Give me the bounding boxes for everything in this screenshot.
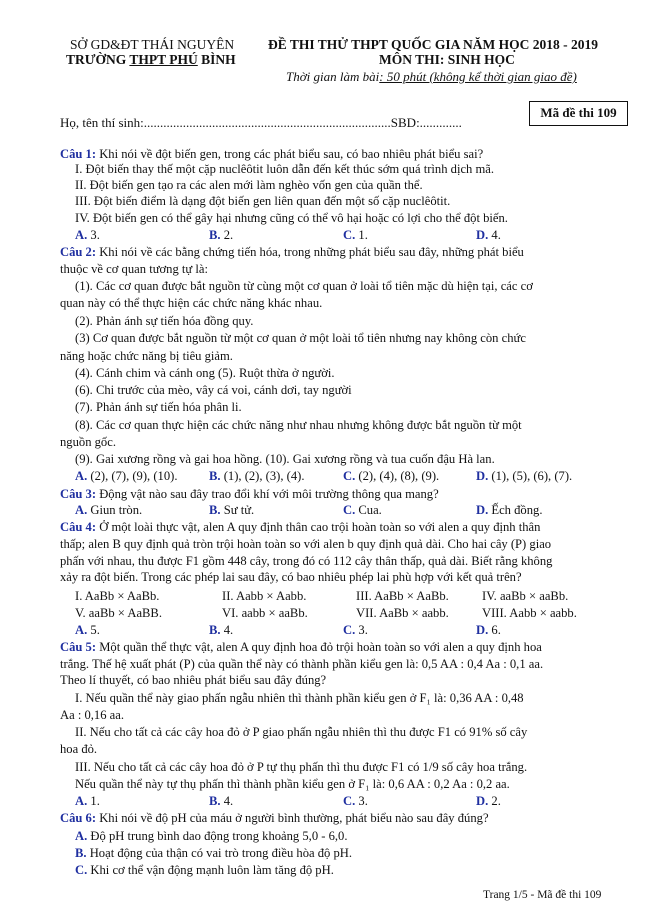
cross-item: VI. aabb × aaBb. <box>222 606 308 620</box>
answer-option: B. Sư tử. <box>209 503 255 517</box>
text-line: thuộc về cơ quan tương tự là: <box>60 262 208 276</box>
question-line: Câu 3: Động vật nào sau đây trao đổi khí với môi trường thông qua mang? <box>60 487 439 501</box>
option-letter: D. <box>476 623 489 637</box>
cross-item: V. aaBb × AaBB. <box>75 606 162 620</box>
subject-title: MÔN THI: SINH HỌC <box>379 52 515 67</box>
text-line: quan này có thể thực hiện các chức năng khác nhau. <box>60 296 323 310</box>
question-number: Câu 3: <box>60 487 97 501</box>
option-letter: B. <box>209 794 221 808</box>
text-line: nguồn gốc. <box>60 435 116 449</box>
text-line: (2). Phản ánh sự tiến hóa đồng quy. <box>75 314 254 328</box>
cross-item: VII. AaBb × aabb. <box>356 606 449 620</box>
option-letter: C. <box>75 863 88 877</box>
text-line: xảy ra đột biến. Trong các phép lai sau đây, có bao nhiêu phép lai phù hợp với kết quả trên? <box>60 570 522 584</box>
option-letter: C. <box>343 469 356 483</box>
candidate-name-line: Họ, tên thí sinh:............................................................................SBD:............. <box>60 115 462 130</box>
text-line: (7). Phản ánh sự tiến hóa phân li. <box>75 400 242 414</box>
question-number: Câu 5: <box>60 640 97 654</box>
text-line: trắng. Thế hệ xuất phát (P) của quần thể này có thành phần kiểu gen là: 0,5 AA : 0,4 Aa : 0,1 aa. <box>60 657 544 671</box>
question-number: Câu 1: <box>60 147 97 161</box>
text-line: IV. Đột biến gen có thể gây hại nhưng cũng có thể vô hại hoặc có lợi cho thể đột biến. <box>75 211 508 225</box>
answer-option: B. 4. <box>209 794 234 808</box>
answer-option: D. 2. <box>476 794 501 808</box>
text-line: năng hoặc chức năng bị tiêu giảm. <box>60 349 233 363</box>
text-line: phấn với nhau, thu được F1 gồm 448 cây, trong đó có 112 cây thân thấp, quả dài. Biết rằng không <box>60 554 553 568</box>
question-number: Câu 2: <box>60 245 97 259</box>
cross-item: II. Aabb × Aabb. <box>222 589 307 603</box>
answer-option: C. Cua. <box>343 503 382 517</box>
answer-option: C. (2), (4), (8), (9). <box>343 469 440 483</box>
text-line: Nếu quần thể này tự thụ phấn thì thành phần kiểu gen ở F₁ là: 0,6 AA : 0,2 Aa : 0,2 aa. <box>75 777 510 791</box>
option-letter: A. <box>75 623 88 637</box>
option-letter: B. <box>209 623 221 637</box>
answer-option: A. 1. <box>75 794 100 808</box>
question-line: Câu 5: Một quần thể thực vật, alen A quy định hoa đỏ trội hoàn toàn so với alen a quy định hoa <box>60 640 542 654</box>
question-number: Câu 4: <box>60 520 97 534</box>
exam-code-box: Mã đề thi 109 <box>529 101 628 126</box>
answer-option: D. Ếch đồng. <box>476 503 543 517</box>
answer-option: A. 3. <box>75 228 100 242</box>
option-letter: C. <box>343 228 356 242</box>
option-letter: B. <box>75 846 87 860</box>
answer-option: C. 3. <box>343 794 368 808</box>
answer-option: C. 3. <box>343 623 368 637</box>
text-line: II. Nếu cho tất cả các cây hoa đỏ ở P giao phấn ngẫu nhiên thì thu được F1 có 91% số cây <box>75 725 528 739</box>
text-line: (4). Cánh chim và cánh ong (5). Ruột thừa ở người. <box>75 366 335 380</box>
option-letter: B. <box>209 228 221 242</box>
answer-option: C. Khi cơ thể vận động mạnh luôn làm tăng độ pH. <box>75 863 334 877</box>
answer-option: D. 4. <box>476 228 501 242</box>
text-line: (8). Các cơ quan thực hiện các chức năng như nhau nhưng không được bắt nguồn từ một <box>75 418 522 432</box>
answer-option: B. (1), (2), (3), (4). <box>209 469 305 483</box>
option-letter: B. <box>209 469 221 483</box>
cross-item: III. AaBb × AaBb. <box>356 589 449 603</box>
exam-title: ĐỀ THI THỬ THPT QUỐC GIA NĂM HỌC 2018 - 2019 <box>268 37 599 52</box>
option-letter: B. <box>209 503 221 517</box>
answer-option: A. Độ pH trung bình dao động trong khoảng 5,0 - 6,0. <box>75 829 348 843</box>
answer-option: A. 5. <box>75 623 100 637</box>
option-letter: D. <box>476 228 489 242</box>
text-line: II. Đột biến gen tạo ra các alen mới làm nghèo vốn gen của quần thể. <box>75 178 423 192</box>
cross-item: VIII. Aabb × aabb. <box>482 606 577 620</box>
text-line: thấp; alen B quy định quả tròn trội hoàn toàn so với alen b quy định quả dài. Cho hai cây (P) giao <box>60 537 552 551</box>
question-line: Câu 1: Khi nói về đột biến gen, trong các phát biểu sau, có bao nhiêu phát biểu sai? <box>60 147 484 161</box>
answer-option: B. 4. <box>209 623 234 637</box>
question-number: Câu 6: <box>60 811 97 825</box>
text-line: (6). Chi trước của mèo, vây cá voi, cánh dơi, tay người <box>75 383 352 397</box>
option-letter: C. <box>343 623 356 637</box>
time-note: Thời gian làm bài: 50 phút (không kể thời gian giao đề) <box>286 69 577 84</box>
option-letter: C. <box>343 503 356 517</box>
text-line: (9). Gai xương rồng và gai hoa hồng. (10). Gai xương rồng và tua cuốn đậu Hà lan. <box>75 452 495 466</box>
answer-option: B. 2. <box>209 228 234 242</box>
text-line: III. Đột biến điểm là dạng đột biến gen liên quan đến một số cặp nuclêôtit. <box>75 194 451 208</box>
school-name: TRƯỜNG THPT PHÚ BÌNH <box>66 52 236 67</box>
text-line: (3) Cơ quan được bắt nguồn từ một cơ quan ở một loài tổ tiên nhưng nay không còn chức <box>75 331 526 345</box>
answer-option: D. (1), (5), (6), (7). <box>476 469 573 483</box>
option-letter: C. <box>343 794 356 808</box>
option-letter: A. <box>75 228 88 242</box>
answer-option: C. 1. <box>343 228 368 242</box>
text-line: hoa đỏ. <box>60 742 98 756</box>
question-line: Câu 4: Ở một loài thực vật, alen A quy định thân cao trội hoàn toàn so với alen a quy định thân <box>60 520 541 534</box>
cross-item: IV. aaBb × aaBb. <box>482 589 569 603</box>
option-letter: D. <box>476 794 489 808</box>
cross-item: I. AaBb × AaBb. <box>75 589 160 603</box>
department-name: SỞ GD&ĐT THÁI NGUYÊN <box>70 37 235 52</box>
text-line: I. Đột biến thay thế một cặp nuclêôtit luôn dẫn đến kết thúc sớm quá trình dịch mã. <box>75 162 495 176</box>
question-line: Câu 6: Khi nói về độ pH của máu ở người bình thường, phát biểu nào sau đây đúng? <box>60 811 489 825</box>
answer-option: A. Giun tròn. <box>75 503 143 517</box>
answer-option: D. 6. <box>476 623 501 637</box>
answer-option: A. (2), (7), (9), (10). <box>75 469 178 483</box>
option-letter: A. <box>75 469 88 483</box>
text-line: Theo lí thuyết, có bao nhiêu phát biểu sau đây đúng? <box>60 673 327 687</box>
text-line: (1). Các cơ quan được bắt nguồn từ cùng một cơ quan ở loài tổ tiên mặc dù hiện tại, các cơ <box>75 279 533 293</box>
option-letter: D. <box>476 469 489 483</box>
option-letter: A. <box>75 829 88 843</box>
option-letter: A. <box>75 503 88 517</box>
option-letter: A. <box>75 794 88 808</box>
answer-option: B. Hoạt động của thận có vai trò trong điều hòa độ pH. <box>75 846 353 860</box>
question-line: Câu 2: Khi nói về các bằng chứng tiến hóa, trong những phát biểu sau đây, những phát biểu <box>60 245 524 259</box>
text-line: I. Nếu quần thể này giao phấn ngẫu nhiên thì thành phần kiểu gen ở F₁ là: 0,36 AA : 0,48 <box>75 691 524 705</box>
page-footer: Trang 1/5 - Mã đề thi 109 <box>483 889 602 901</box>
text-line: Aa : 0,16 aa. <box>60 708 124 722</box>
text-line: III. Nếu cho tất cả các cây hoa đỏ ở P tự thụ phấn thì thu được F1 có 1/9 số cây hoa trắng. <box>75 760 528 774</box>
option-letter: D. <box>476 503 489 517</box>
